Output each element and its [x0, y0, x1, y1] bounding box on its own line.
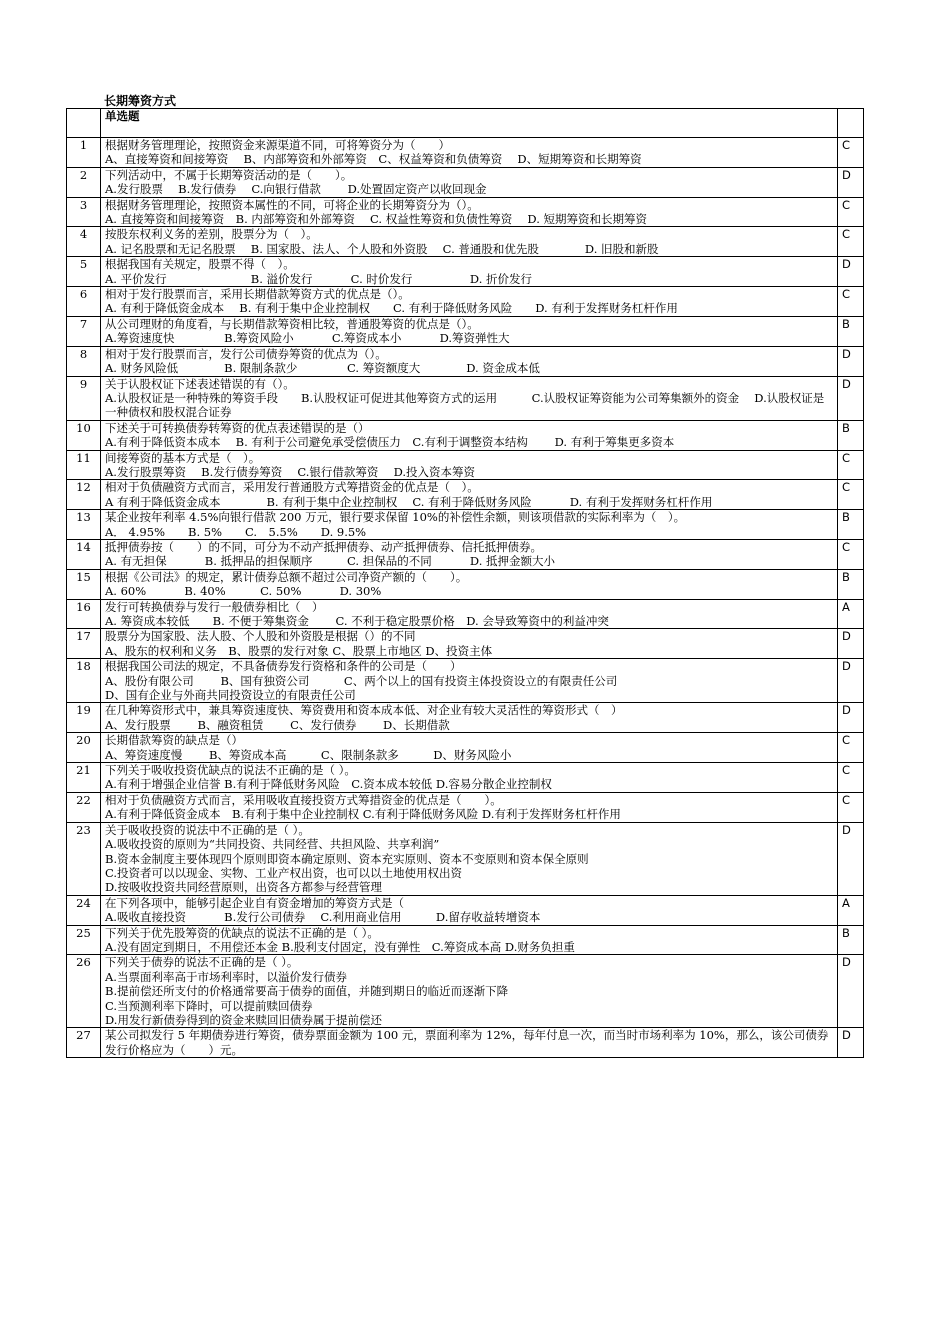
question-number: 23: [67, 822, 101, 895]
question-row: [67, 376, 864, 420]
question-stem: 某公司拟发行 5 年期债券进行筹资，债券票面金额为 100 元，票面利率为 12%，每年付息一次，而当时市场利率为 10%，那么，该公司债券发行价格应为（ ）元。: [105, 1028, 829, 1057]
question-row: [67, 733, 864, 763]
question-row: [67, 895, 864, 925]
question-number: 18: [67, 659, 101, 703]
question-options: A. 直接筹资和间接筹资 B. 内部筹资和外部筹资 C. 权益性筹资和负债性筹资 D. 短期筹资和长期筹资: [105, 212, 648, 227]
answer-key: C: [838, 287, 864, 317]
question-text: [101, 703, 838, 733]
question-row: [67, 955, 864, 1028]
question-options: A.发行股票筹资 B.发行债券筹资 C.银行借款筹资 D.投入资本筹资: [105, 464, 476, 479]
question-number: 3: [67, 197, 101, 227]
question-row: [67, 792, 864, 822]
answer-key: D: [838, 376, 864, 420]
answer-key: B: [838, 510, 864, 540]
question-stem: 相对于负债融资方式而言，采用发行普通股方式筹措资金的优点是（ ）。: [105, 480, 479, 495]
question-stem: 长期借款筹资的缺点是（）: [105, 733, 243, 748]
document-title: 长期筹资方式: [104, 94, 177, 108]
section-label: 单选题: [101, 109, 838, 138]
answer-key: A: [838, 599, 864, 629]
question-options: A.有利于降低资本成本 B. 有利于公司避免承受偿债压力 C.有利于调整资本结构 D. 有利于筹集更多资本: [105, 435, 675, 450]
answer-key: C: [838, 227, 864, 257]
header-ans-cell: [838, 109, 864, 138]
question-text: [101, 955, 838, 1028]
answer-key: C: [838, 539, 864, 569]
answer-key: C: [838, 138, 864, 168]
question-options: A、股份有限公司 B、国有独资公司 C、两个以上的国有投资主体投资设立的有限责任公司: [105, 673, 618, 688]
question-row: [67, 346, 864, 376]
question-stem: 下列关于债券的说法不正确的是（ ）。: [105, 955, 299, 970]
question-text: [101, 1028, 838, 1058]
question-stem: 间接筹资的基本方式是（ ）。: [105, 450, 261, 465]
question-row: [67, 167, 864, 197]
question-number: 10: [67, 420, 101, 450]
question-number: 19: [67, 703, 101, 733]
question-stem: 下列关于吸收投资优缺点的说法不正确的是（ ）。: [105, 763, 356, 778]
answer-key: D: [838, 955, 864, 1028]
question-text: [101, 629, 838, 659]
question-number: 8: [67, 346, 101, 376]
question-row: [67, 227, 864, 257]
question-row: [67, 1028, 864, 1058]
question-number: 24: [67, 895, 101, 925]
question-stem: 发行可转换债券与发行一般债券相比（ ）: [105, 599, 324, 614]
question-number: 16: [67, 599, 101, 629]
question-number: 17: [67, 629, 101, 659]
question-number: 4: [67, 227, 101, 257]
question-options: A. 有利于降低资金成本 B. 有利于集中企业控制权 C. 有利于降低财务风险 D. 有利于发挥财务杠杆作用: [105, 301, 678, 316]
question-stem: 根据我国有关规定，股票不得（ ）。: [105, 257, 295, 272]
question-row: [67, 659, 864, 703]
question-number: 14: [67, 539, 101, 569]
answer-key: D: [838, 1028, 864, 1058]
question-text: [101, 895, 838, 925]
question-row: [67, 510, 864, 540]
question-text: [101, 510, 838, 540]
question-options: A 有利于降低资金成本 B. 有利于集中企业控制权 C. 有利于降低财务风险 D. 有利于发挥财务杠杆作用: [105, 494, 713, 509]
question-stem: 股票分为国家股、法人股、个人股和外资股是根据（）的不同: [105, 629, 416, 644]
answer-key: C: [838, 763, 864, 793]
answer-key: C: [838, 197, 864, 227]
question-text: [101, 539, 838, 569]
answer-key: B: [838, 925, 864, 955]
question-options: D.按吸收投资共同经营原则，出资各方都参与经营管理: [105, 880, 382, 895]
answer-key: B: [838, 316, 864, 346]
answer-key: B: [838, 569, 864, 599]
question-row: [67, 138, 864, 168]
question-options: A、直接筹资和间接筹资 B、内部筹资和外部筹资 C、权益筹资和负债筹资 D、短期筹资和长期筹资: [105, 152, 642, 167]
answer-key: C: [838, 733, 864, 763]
question-text: [101, 450, 838, 480]
question-stem: 下列活动中，不属于长期筹资活动的是（ ）。: [105, 167, 353, 182]
question-number: 22: [67, 792, 101, 822]
question-options: A.有利于增强企业信誉 B.有利于降低财务风险 C.资本成本较低 D.容易分散企业控制权: [105, 777, 552, 792]
answer-key: D: [838, 257, 864, 287]
answer-key: D: [838, 822, 864, 895]
question-text: [101, 733, 838, 763]
question-row: [67, 287, 864, 317]
answer-key: D: [838, 167, 864, 197]
question-row: [67, 629, 864, 659]
question-text: [101, 569, 838, 599]
answer-key: C: [838, 792, 864, 822]
question-row: [67, 569, 864, 599]
question-stem: 相对于发行股票而言，采用长期借款筹资方式的优点是（）。: [105, 287, 410, 302]
question-text: [101, 346, 838, 376]
question-options: B.资本金制度主要体现四个原则即资本确定原则、资本充实原则、资本不变原则和资本保全原则: [105, 851, 589, 866]
question-number: 9: [67, 376, 101, 420]
question-number: 25: [67, 925, 101, 955]
question-row: [67, 763, 864, 793]
question-number: 5: [67, 257, 101, 287]
question-options: A.没有固定到期日，不用偿还本金 B.股利支付固定，没有弹性 C.筹资成本高 D.财务负担重: [105, 939, 575, 954]
question-row: [67, 703, 864, 733]
question-number: 21: [67, 763, 101, 793]
question-options: D、国有企业与外商共同投资设立的有限责任公司: [105, 688, 356, 703]
question-options: A.当票面利率高于市场利率时，以溢价发行债券: [105, 969, 347, 984]
question-text: [101, 480, 838, 510]
question-text: [101, 227, 838, 257]
question-text: [101, 792, 838, 822]
question-stem: 相对于发行股票而言，发行公司债券筹资的优点为（）。: [105, 346, 387, 361]
question-row: [67, 822, 864, 895]
question-stem: 某企业按年利率 4.5%向银行借款 200 万元，银行要求保留 10%的补偿性余额，则该项借款的实际利率为（ ）。: [105, 510, 686, 525]
question-row: [67, 450, 864, 480]
question-row: [67, 197, 864, 227]
question-text: [101, 257, 838, 287]
question-stem: 在几种筹资形式中，兼具筹资速度快、筹资费用和资本成本低、对企业有较大灵活性的筹资形式（ ）: [105, 703, 623, 718]
question-text: [101, 925, 838, 955]
section-header-row: [67, 109, 864, 138]
answer-key: D: [838, 629, 864, 659]
question-stem: 下述关于可转换债券转筹资的优点表述错误的是（）: [105, 420, 370, 435]
question-text: [101, 197, 838, 227]
question-row: [67, 599, 864, 629]
question-options: A、发行股票 B、融资租赁 C、发行债券 D、长期借款: [105, 717, 450, 732]
question-stem: 在下列各项中，能够引起企业自有资金增加的筹资方式是（: [105, 895, 404, 910]
answer-key: C: [838, 450, 864, 480]
question-number: 7: [67, 316, 101, 346]
question-stem: 关于吸收投资的说法中不正确的是（ ）。: [105, 822, 310, 837]
question-row: [67, 480, 864, 510]
question-text: [101, 376, 838, 420]
question-table: [66, 108, 864, 1058]
question-row: [67, 539, 864, 569]
question-text: [101, 420, 838, 450]
question-options: A.吸收投资的原则为“共同投资、共同经营、共担风险、共享利润”: [105, 837, 440, 852]
question-options: A.有利于降低资金成本 B.有利于集中企业控制权 C.有利于降低财务风险 D.有利于发挥财务杠杆作用: [105, 807, 621, 822]
question-options: A. 60% B. 40% C. 50% D. 30%: [105, 584, 382, 599]
question-row: [67, 925, 864, 955]
question-options: A. 平价发行 B. 溢价发行 C. 时价发行 D. 折价发行: [105, 271, 533, 286]
question-options: C.投资者可以以现金、实物、工业产权出资，也可以以土地使用权出资: [105, 865, 463, 880]
question-row: [67, 257, 864, 287]
question-number: 13: [67, 510, 101, 540]
question-stem: 相对于负债融资方式而言，采用吸收直接投资方式筹措资金的优点是（ ）。: [105, 792, 502, 807]
question-options: A. 财务风险低 B. 限制条款少 C. 筹资额度大 D. 资金成本低: [105, 361, 540, 376]
question-options: A． 4.95% B. 5% C. 5.5% D. 9.5%: [105, 524, 367, 539]
question-row: [67, 420, 864, 450]
question-options: C.当预测利率下降时，可以提前赎回债券: [105, 998, 313, 1013]
question-options: A、股东的权利和义务 B、股票的发行对象 C、股票上市地区 D、投资主体: [105, 643, 493, 658]
question-text: [101, 659, 838, 703]
question-options: A.吸收直接投资 B.发行公司债券 C.利用商业信用 D.留存收益转增资本: [105, 910, 541, 925]
question-stem: 根据我国公司法的规定，不具备债券发行资格和条件的公司是（ ）: [105, 659, 462, 674]
question-number: 26: [67, 955, 101, 1028]
question-number: 1: [67, 138, 101, 168]
question-number: 11: [67, 450, 101, 480]
answer-key: A: [838, 895, 864, 925]
question-options: A、筹资速度慢 B、筹资成本高 C、限制条款多 D、财务风险小: [105, 747, 512, 762]
question-number: 15: [67, 569, 101, 599]
question-options: A. 记名股票和无记名股票 B. 国家股、法人、个人股和外资股 C. 普通股和优先股 D. 旧股和新股: [105, 241, 659, 256]
question-text: [101, 822, 838, 895]
question-number: 12: [67, 480, 101, 510]
answer-key: B: [838, 420, 864, 450]
question-stem: 关于认股权证下述表述错误的有（）。: [105, 376, 295, 391]
question-options: A.认股权证是一种特殊的筹资手段 B.认股权证可促进其他筹资方式的运用 C.认股权证筹资能为公司筹集额外的资金 D.认股权证是一种债权和股权混合证券: [105, 390, 825, 420]
question-number: 20: [67, 733, 101, 763]
question-options: A.发行股票 B.发行债券 C.向银行借款 D.处置固定资产以收回现金: [105, 182, 487, 197]
answer-key: D: [838, 346, 864, 376]
question-stem: 根据财务管理理论，按照资本属性的不同，可将企业的长期筹资分为（）。: [105, 197, 479, 212]
question-number: 27: [67, 1028, 101, 1058]
question-text: [101, 599, 838, 629]
question-text: [101, 287, 838, 317]
question-text: [101, 763, 838, 793]
question-text: [101, 167, 838, 197]
question-options: B.提前偿还所支付的价格通常要高于债券的面值，并随到期日的临近而逐渐下降: [105, 984, 509, 999]
question-text: [101, 316, 838, 346]
question-stem: 抵押债券按（ ）的不同，可分为不动产抵押债券、动产抵押债券、信托抵押债券。: [105, 539, 542, 554]
answer-key: D: [838, 703, 864, 733]
question-options: A. 有无担保 B. 抵押品的担保顺序 C. 担保品的不同 D. 抵押金额大小: [105, 554, 556, 569]
question-stem: 根据《公司法》的规定，累计债券总额不超过公司净资产额的（ ）。: [105, 569, 468, 584]
header-num-cell: [67, 109, 101, 138]
answer-key: C: [838, 480, 864, 510]
question-text: [101, 138, 838, 168]
answer-key: D: [838, 659, 864, 703]
question-options: A.筹资速度快 B.筹资风险小 C.筹资成本小 D.筹资弹性大: [105, 331, 510, 346]
question-number: 6: [67, 287, 101, 317]
question-options: D.用发行新债券得到的资金来赎回旧债券属于提前偿还: [105, 1012, 382, 1027]
question-stem: 根据财务管理理论，按照资金来源渠道不同，可将筹资分为（ ）: [105, 138, 450, 152]
question-row: [67, 316, 864, 346]
question-number: 2: [67, 167, 101, 197]
question-stem: 下列关于优先股筹资的优缺点的说法不正确的是（ ）。: [105, 925, 379, 940]
question-stem: 从公司理财的角度看，与长期借款筹资相比较，普通股筹资的优点是（）。: [105, 316, 479, 331]
question-options: A. 筹资成本较低 B. 不便于筹集资金 C. 不利于稳定股票价格 D. 会导致筹资中的利益冲突: [105, 614, 609, 628]
question-stem: 按股东权利义务的差别，股票分为（ ）。: [105, 227, 318, 242]
